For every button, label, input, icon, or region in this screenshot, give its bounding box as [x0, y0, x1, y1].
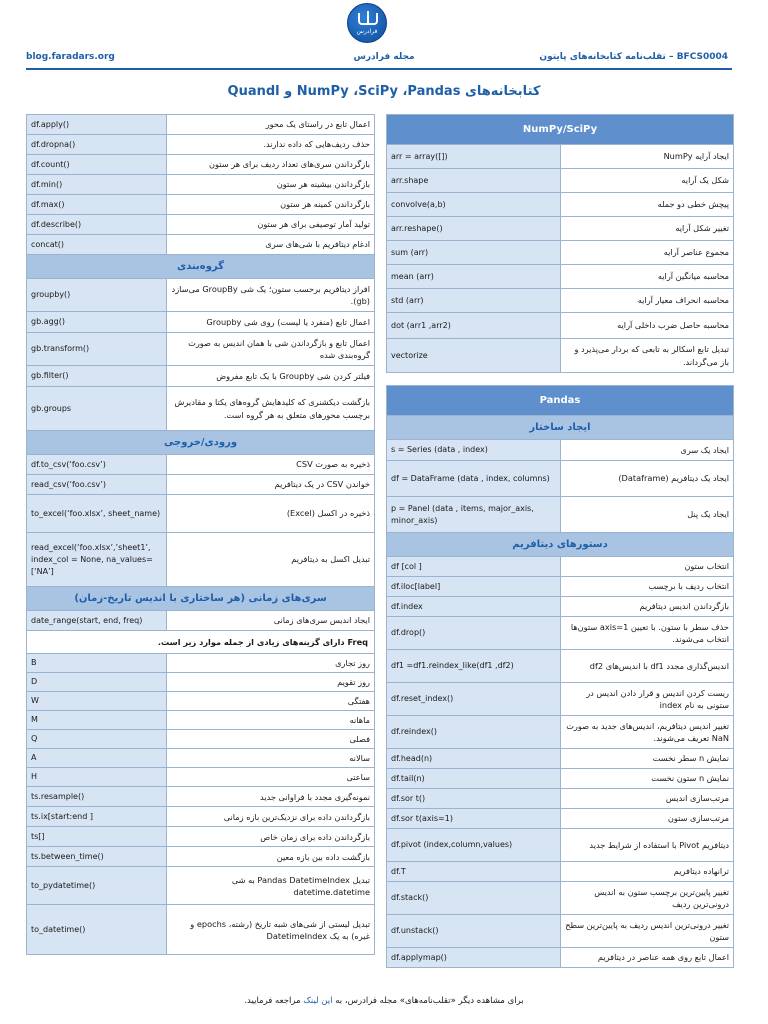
section-numpy-label: NumPy/SciPy [387, 115, 734, 145]
table-row [387, 862, 734, 882]
command-cell: df1 =df1.reindex_like(df1 ,df2) [387, 650, 561, 683]
description-cell: سالانه [167, 749, 375, 768]
section-pandas-label: Pandas [387, 386, 734, 416]
command-cell: concat() [27, 235, 167, 255]
command-cell: mean (arr) [387, 265, 561, 289]
pandas-functions-table [26, 114, 375, 955]
site-link[interactable]: blog.faradars.org [26, 52, 115, 62]
description-cell: بازگشت داده بین بازه معین [167, 847, 375, 867]
command-cell: sum (arr) [387, 241, 561, 265]
table-row [27, 235, 375, 255]
description-cell: تولید آمار توصیفی برای هر ستون [167, 215, 375, 235]
description-cell: اعمال تابع (منفرد یا لیست) روی شی Groupby [167, 312, 375, 333]
command-cell: df [col ] [387, 557, 561, 577]
command-cell: read_excel(‘foo.xlsx’,’sheet1’, index_col = None, na_values= [‘NA’] [27, 533, 167, 587]
freq-note: Freq دارای گزینه‌های زیادی از جمله موارد زیر است. [27, 631, 375, 654]
command-cell: df.index [387, 597, 561, 617]
command-cell: df.tail(n) [387, 769, 561, 789]
faradars-logo-icon[interactable] [347, 3, 387, 43]
section-timeseries [27, 587, 375, 611]
table-row [27, 807, 375, 827]
command-cell: D [27, 673, 167, 692]
table-row [387, 882, 734, 915]
command-cell: convolve(a,b) [387, 193, 561, 217]
table-row [27, 312, 375, 333]
description-cell: روز تقویم [167, 673, 375, 692]
command-cell: ts[] [27, 827, 167, 847]
description-cell: اعمال تابع و بازگرداندن شی با همان اندیس به صورت گروه‌بندی شده [167, 333, 375, 366]
description-cell: اندیس‌گذاری مجدد df1 با اندیس‌های df2 [560, 650, 734, 683]
table-row [27, 611, 375, 631]
command-cell: df.describe() [27, 215, 167, 235]
table-row [387, 577, 734, 597]
table-row [387, 597, 734, 617]
command-cell: df = DataFrame (data , index, columns) [387, 461, 561, 497]
description-cell: خواندن CSV در یک دیتافریم [167, 475, 375, 495]
section-groupby-label: گروه‌بندی [27, 255, 375, 279]
command-cell: A [27, 749, 167, 768]
command-cell: Q [27, 730, 167, 749]
section-timeseries-label: سری‌های زمانی (هر ساختاری با اندیس تاریخ-زمان) [27, 587, 375, 611]
description-cell: پیچش خطی دو جمله [560, 193, 734, 217]
table-row [27, 787, 375, 807]
command-cell: p = Panel (data , items, major_axis, minor_axis) [387, 497, 561, 533]
description-cell: ریست کردن اندیس و قرار دادن اندیس در ستونی به نام index [560, 683, 734, 716]
table-row [387, 716, 734, 749]
table-row [27, 711, 375, 730]
description-cell: بازگرداندن داده برای نزدیک‌ترین بازه زمانی [167, 807, 375, 827]
table-row [27, 366, 375, 387]
description-cell: بازگشت دیکشنری که کلیدهایش گروه‌های یکتا و مقادیرش برچسب محورهای متعلق به هر گروه است. [167, 387, 375, 431]
footer-text-before: برای مشاهده دیگر «تقلب‌نامه‌های» مجله فرادرس، به [335, 996, 524, 1006]
table-row [27, 827, 375, 847]
command-cell: df.min() [27, 175, 167, 195]
command-cell: df.sor t() [387, 789, 561, 809]
description-cell: ایجاد آرایه NumPy [560, 145, 734, 169]
description-cell: بازگرداندن اندیس دیتافریم [560, 597, 734, 617]
description-cell: بازگرداندن سری‌های تعداد ردیف برای هر ستون [167, 155, 375, 175]
numpy-table [386, 114, 734, 373]
table-row [387, 557, 734, 577]
command-cell: df.count() [27, 155, 167, 175]
magazine-name: مجله فرادرس [353, 52, 415, 62]
table-row [27, 215, 375, 235]
description-cell: ایجاد یک دیتافریم (Dataframe) [560, 461, 734, 497]
description-cell: مجموع عناصر آرایه [560, 241, 734, 265]
command-cell: M [27, 711, 167, 730]
description-cell: محاسبه انحراف معیار آرایه [560, 289, 734, 313]
table-row [27, 175, 375, 195]
book-icon [358, 13, 378, 25]
command-cell: gb.filter() [27, 366, 167, 387]
description-cell: ساعتی [167, 768, 375, 787]
description-cell: ترانهاده دیتافریم [560, 862, 734, 882]
description-cell: نمایش n سطر نخست [560, 749, 734, 769]
description-cell: انتخاب ردیف با برچسب [560, 577, 734, 597]
description-cell: بازگرداندن کمینه هر ستون [167, 195, 375, 215]
section-io [27, 431, 375, 455]
description-cell: ماهانه [167, 711, 375, 730]
table-row [27, 455, 375, 475]
command-cell: df.dropna() [27, 135, 167, 155]
command-cell: ts.between_time() [27, 847, 167, 867]
footer-link[interactable]: این لینک [303, 996, 333, 1006]
section-dataframe-commands-label: دستورهای دیتافریم [387, 533, 734, 557]
command-cell: to_pydatetime() [27, 867, 167, 905]
table-row [387, 915, 734, 948]
command-cell: gb.agg() [27, 312, 167, 333]
table-row [27, 768, 375, 787]
logo-text: فرادرس [356, 28, 378, 35]
description-cell: ایجاد یک پنل [560, 497, 734, 533]
description-cell: افراز دیتافریم برحسب ستون؛ یک شی GroupBy می‌سازد (gb). [167, 279, 375, 312]
table-row [27, 673, 375, 692]
page-header [0, 0, 768, 72]
description-cell: مرتب‌سازی اندیس [560, 789, 734, 809]
table-row [387, 145, 734, 169]
command-cell: arr = array([]) [387, 145, 561, 169]
table-row [27, 730, 375, 749]
command-cell: vectorize [387, 339, 561, 373]
command-cell: date_range(start, end, freq) [27, 611, 167, 631]
command-cell: groupby() [27, 279, 167, 312]
table-row [27, 867, 375, 905]
description-cell: بازگرداندن داده برای زمان خاص [167, 827, 375, 847]
table-row [387, 241, 734, 265]
description-cell: تبدیل Pandas DatetimeIndex به شی datetime.datetime [167, 867, 375, 905]
description-cell: اعمال تابع روی همه عناصر در دیتافریم [560, 948, 734, 968]
description-cell: دیتافریم Pivot با استفاده از شرایط جدید [560, 829, 734, 862]
section-numpy [387, 115, 734, 145]
description-cell: فصلی [167, 730, 375, 749]
description-cell: محاسبه میانگین آرایه [560, 265, 734, 289]
table-row [387, 769, 734, 789]
description-cell: اعمال تابع در راستای یک محور [167, 115, 375, 135]
description-cell: شکل یک آرایه [560, 169, 734, 193]
description-cell: حذف سطر با ستون. با تعیین axis=1 ستون‌ها انتخاب می‌شوند. [560, 617, 734, 650]
description-cell: هفتگی [167, 692, 375, 711]
table-row [27, 692, 375, 711]
table-row [27, 195, 375, 215]
description-cell: ذخیره به صورت CSV [167, 455, 375, 475]
description-cell: بازگرداندن بیشینه هر ستون [167, 175, 375, 195]
table-row [27, 333, 375, 366]
table-row [387, 789, 734, 809]
table-row [387, 217, 734, 241]
table-row [27, 475, 375, 495]
table-row [27, 654, 375, 673]
description-cell: مرتب‌سازی ستون [560, 809, 734, 829]
command-cell: df.unstack() [387, 915, 561, 948]
table-row [387, 683, 734, 716]
table-row [387, 617, 734, 650]
command-cell: arr.shape [387, 169, 561, 193]
command-cell: df.head(n) [387, 749, 561, 769]
command-cell: df.pivot (index,column,values) [387, 829, 561, 862]
section-create-structure-label: ایجاد ساختار [387, 416, 734, 440]
table-row [387, 497, 734, 533]
table-row [387, 461, 734, 497]
command-cell: std (arr) [387, 289, 561, 313]
command-cell: df.iloc[label] [387, 577, 561, 597]
section-io-label: ورودی/خروجی [27, 431, 375, 455]
table-row [387, 650, 734, 683]
table-row [27, 495, 375, 533]
header-divider [26, 68, 732, 70]
description-cell: ایجاد یک سری [560, 440, 734, 461]
description-cell: انتخاب ستون [560, 557, 734, 577]
command-cell: df.stack() [387, 882, 561, 915]
section-dataframe-commands [387, 533, 734, 557]
table-row [387, 749, 734, 769]
command-cell: gb.groups [27, 387, 167, 431]
description-cell: تغییر اندیس دیتافریم، اندیس‌های جدید به صورت NaN تعریف می‌شوند. [560, 716, 734, 749]
command-cell: to_datetime() [27, 905, 167, 955]
table-row [387, 289, 734, 313]
table-row [27, 847, 375, 867]
table-row [27, 115, 375, 135]
table-row [387, 948, 734, 968]
command-cell: df.drop() [387, 617, 561, 650]
description-cell: تبدیل لیستی از شی‌های شبه تاریخ (رشته، epochs و غیره) به یک DatetimeIndex [167, 905, 375, 955]
table-row [387, 339, 734, 373]
table-row [27, 135, 375, 155]
command-cell: df.applymap() [387, 948, 561, 968]
description-cell: تغییر شکل آرایه [560, 217, 734, 241]
description-cell: روز تجاری [167, 654, 375, 673]
command-cell: B [27, 654, 167, 673]
description-cell: نمایش n ستون نخست [560, 769, 734, 789]
footer-note [0, 996, 768, 1006]
table-row [387, 169, 734, 193]
table-row [387, 809, 734, 829]
description-cell: تغییر درونی‌ترین اندیس ردیف به پایین‌ترین سطح ستون [560, 915, 734, 948]
description-cell: نمونه‌گیری مجدد با فراوانی جدید [167, 787, 375, 807]
command-cell: W [27, 692, 167, 711]
left-column [26, 114, 374, 955]
table-row [387, 440, 734, 461]
table-row [27, 155, 375, 175]
description-cell: ادغام دیتافریم با شی‌های سری [167, 235, 375, 255]
right-column [386, 114, 734, 968]
command-cell: H [27, 768, 167, 787]
command-cell: dot (arr1 ,arr2) [387, 313, 561, 339]
table-row [27, 905, 375, 955]
table-row [387, 265, 734, 289]
table-row [27, 533, 375, 587]
table-row [27, 749, 375, 768]
command-cell: df.max() [27, 195, 167, 215]
description-cell: فیلتر کردن شی Groupby با یک تابع مفروض [167, 366, 375, 387]
command-cell: df.to_csv(‘foo.csv’) [27, 455, 167, 475]
section-create-structure [387, 416, 734, 440]
command-cell: read_csv(‘foo.csv’) [27, 475, 167, 495]
command-cell: to_excel(‘foo.xlsx’, sheet_name) [27, 495, 167, 533]
command-cell: df.reset_index() [387, 683, 561, 716]
description-cell: تبدیل اکسل به دیتافریم [167, 533, 375, 587]
command-cell: arr.reshape() [387, 217, 561, 241]
table-row [387, 193, 734, 217]
command-cell: s = Series (data , index) [387, 440, 561, 461]
command-cell: df.sor t(axis=1) [387, 809, 561, 829]
freq-note-row [27, 631, 375, 654]
description-cell: حذف ردیف‌هایی که داده ندارند. [167, 135, 375, 155]
document-code: BFCS0004 – تقلب‌نامه کتابخانه‌های پایتون [539, 52, 728, 62]
command-cell: df.reindex() [387, 716, 561, 749]
description-cell: ایجاد اندیس سری‌های زمانی [167, 611, 375, 631]
command-cell: gb.transform() [27, 333, 167, 366]
section-groupby [27, 255, 375, 279]
table-row [27, 387, 375, 431]
command-cell: ts.ix[start:end ] [27, 807, 167, 827]
table-row [387, 829, 734, 862]
page-title: کتابخانه‌های NumPy ،SciPy ،Pandas و Quandl [227, 84, 541, 99]
description-cell: تغییر پایین‌ترین برچسب ستون به اندیس درونی‌ترین ردیف [560, 882, 734, 915]
command-cell: df.apply() [27, 115, 167, 135]
description-cell: تبدیل تابع اسکالر به تابعی که بردار می‌پذیرد و باز می‌گرداند. [560, 339, 734, 373]
footer-text-after: مراجعه فرمایید. [244, 996, 301, 1006]
description-cell: ذخیره در اکسل (Excel) [167, 495, 375, 533]
section-pandas [387, 386, 734, 416]
pandas-table [386, 385, 734, 968]
table-row [27, 279, 375, 312]
command-cell: df.T [387, 862, 561, 882]
command-cell: ts.resample() [27, 787, 167, 807]
description-cell: محاسبه حاصل ضرب داخلی آرایه [560, 313, 734, 339]
table-row [387, 313, 734, 339]
